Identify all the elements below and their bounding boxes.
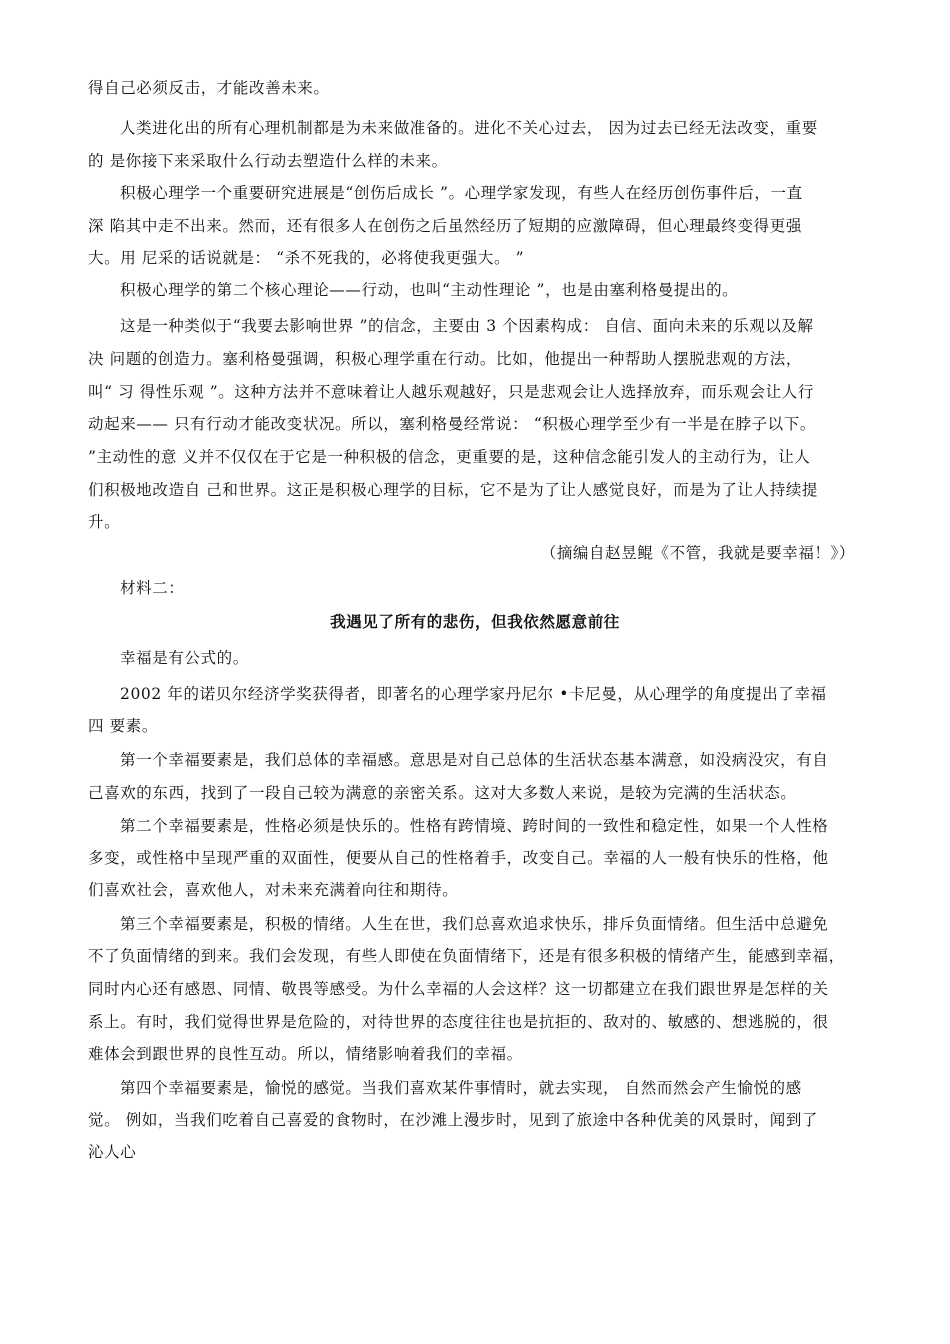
text-line: 们积极地改造自 己和世界。这正是积极心理学的目标，它不是为了让人感觉良好，而是为了让人持续提 xyxy=(88,481,819,499)
text-line: 叫“ 习 得性乐观 ”。这种方法并不意味着让人越乐观越好，只是悲观会让人选择放弃，而乐观会让人行 xyxy=(88,383,814,401)
source-citation: （摘编自赵昱鲲《不管，我就是要幸福！》） xyxy=(540,544,855,562)
text-line: 升。 xyxy=(88,513,121,531)
text-line: 2002 年的诺贝尔经济学奖获得者，即著名的心理学家丹尼尔 •卡尼曼，从心理学的角度提出了幸福 xyxy=(120,685,827,703)
text-line: 的 是你接下来采取什么行动去塑造什么样的未来。 xyxy=(88,152,448,170)
text-line: 深 陷其中走不出来。然而，还有很多人在创伤之后虽然经历了短期的应激障碍，但心理最终变得更强 xyxy=(88,217,802,235)
text-line: 第三个幸福要素是，积极的情绪。人生在世，我们总喜欢追求快乐，排斥负面情绪。但生活中总避免 xyxy=(120,915,829,933)
text-line: 多变，或性格中呈现严重的双面性，便要从自己的性格着手，改变自己。幸福的人一般有快乐的性格，他 xyxy=(88,849,829,867)
text-line: 幸福是有公式的。 xyxy=(120,649,249,667)
text-line: 四 要素。 xyxy=(88,717,158,735)
text-line: 得自己必须反击，才能改善未来。 xyxy=(88,79,330,97)
text-line: 同时内心还有感恩、同情、敬畏等感受。为什么幸福的人会这样？这一切都建立在我们跟世界是怎样的关 xyxy=(88,980,829,998)
text-line: 第一个幸福要素是，我们总体的幸福感。意思是对自己总体的生活状态基本满意，如没病没灾，有自 xyxy=(120,751,829,769)
text-line: 人类进化出的所有心理机制都是为未来做准备的。进化不关心过去， 因为过去已经无法改变，重要 xyxy=(120,119,818,137)
text-line: 己喜欢的东西，找到了一段自己较为满意的亲密关系。这对大多数人来说，是较为完满的生活状态。 xyxy=(88,784,797,802)
section-label: 材料二： xyxy=(120,579,185,597)
text-line: 大。用 尼采的话说就是： “杀不死我的，必将使我更强大。 ” xyxy=(88,249,525,267)
text-line: 们喜欢社会，喜欢他人，对未来充满着向往和期待。 xyxy=(88,881,459,899)
article-title: 我遇见了所有的悲伤，但我依然愿意前往 xyxy=(330,613,620,631)
text-line: 动起来—— 只有行动才能改变状况。所以，塞利格曼经常说： “积极心理学至少有一半是在脖子以下。 xyxy=(88,415,816,433)
text-line: 决 问题的创造力。塞利格曼强调，积极心理学重在行动。比如，他提出一种帮助人摆脱悲观的方法， xyxy=(88,350,802,368)
text-line: ”主动性的意 义并不仅仅在于它是一种积极的信念，更重要的是，这种信念能引发人的主动行为，让人 xyxy=(88,448,811,466)
text-line: 沁人心 xyxy=(88,1143,137,1161)
text-line: 积极心理学的第二个核心理论——行动，也叫“主动性理论 ”，也是由塞利格曼提出的。 xyxy=(120,281,739,299)
text-line: 系上。有时，我们觉得世界是危险的，对待世界的态度往往也是抗拒的、敌对的、敏感的、想逃脱的，很 xyxy=(88,1013,829,1031)
text-line: 难体会到跟世界的良性互动。所以，情绪影响着我们的幸福。 xyxy=(88,1045,523,1063)
text-line: 觉。 例如，当我们吃着自己喜爱的食物时，在沙滩上漫步时，见到了旅途中各种优美的风景时，闻到了 xyxy=(88,1111,819,1129)
text-line: 不了负面情绪的到来。我们会发现，有些人即使在负面情绪下，还是有很多积极的情绪产生，能感到幸福， xyxy=(88,947,845,965)
text-line: 第四个幸福要素是，愉悦的感觉。当我们喜欢某件事情时，就去实现， 自然而然会产生愉悦的感 xyxy=(120,1079,802,1097)
text-line: 积极心理学一个重要研究进展是“创伤后成长 ”。心理学家发现，有些人在经历创伤事件后，一直 xyxy=(120,184,803,202)
text-line: 第二个幸福要素是，性格必须是快乐的。性格有跨情境、跨时间的一致性和稳定性，如果一个人性格 xyxy=(120,817,829,835)
text-line: 这是一种类似于“我要去影响世界 ”的信念，主要由 3 个因素构成： 自信、面向未来的乐观以及解 xyxy=(120,317,814,335)
